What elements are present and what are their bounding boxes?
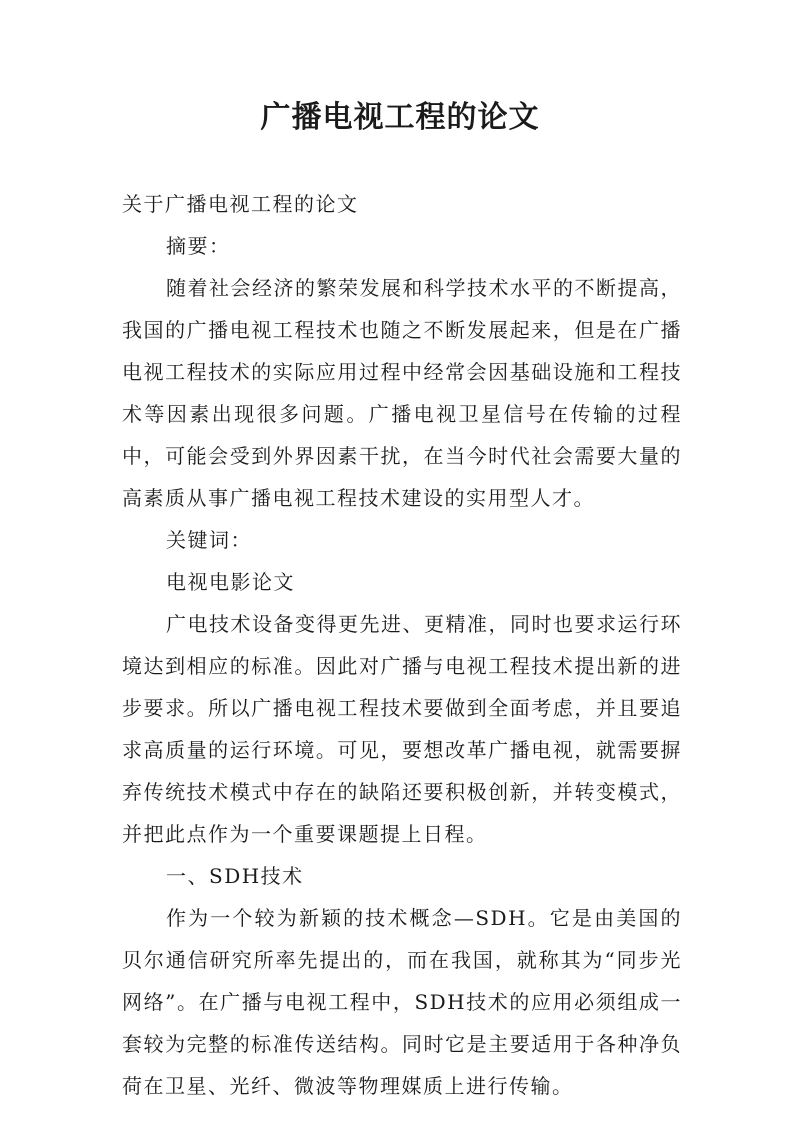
- abstract-label: 摘要：: [166, 234, 231, 258]
- paragraph-heading-line: 关于广播电视工程的论文: [122, 192, 359, 216]
- document-title: 广播电视工程的论文: [260, 100, 540, 135]
- section-heading: 一、SDH技术: [166, 864, 304, 888]
- keywords-label: 关键词：: [166, 528, 252, 552]
- body-paragraph: 广电技术设备变得更先进、更精准，同时也要求运行环境达到相应的标准。因此对广播与电视工程技术提出新的进步要求。所以广播电视工程技术要做到全面考虑，并且要追求高质量的运行环境。可见，要想改革广播电视，就需要摒弃传统技术模式中存在的缺陷还要积极创新，并转变模式，并把此点作为一个重要课题提上日程。: [122, 612, 682, 846]
- document-body: [122, 183, 682, 1107]
- body-paragraph: 作为一个较为新颖的技术概念—SDH。它是由美国的贝尔通信研究所率先提出的，而在我国，就称其为“同步光网络”。在广播与电视工程中，SDH技术的应用必须组成一套较为完整的标准传送结构。同时它是主要适用于各种净负荷在卫星、光纤、微波等物理媒质上进行传输。: [122, 906, 682, 1098]
- abstract-paragraph: 随着社会经济的繁荣发展和科学技术水平的不断提高，我国的广播电视工程技术也随之不断发展起来，但是在广播电视工程技术的实际应用过程中经常会因基础设施和工程技术等因素出现很多问题。广播电视卫星信号在传输的过程中，可能会受到外界因素干扰，在当今时代社会需要大量的高素质从事广播电视工程技术建设的实用型人才。: [122, 276, 682, 510]
- keywords-value: 电视电影论文: [166, 570, 295, 594]
